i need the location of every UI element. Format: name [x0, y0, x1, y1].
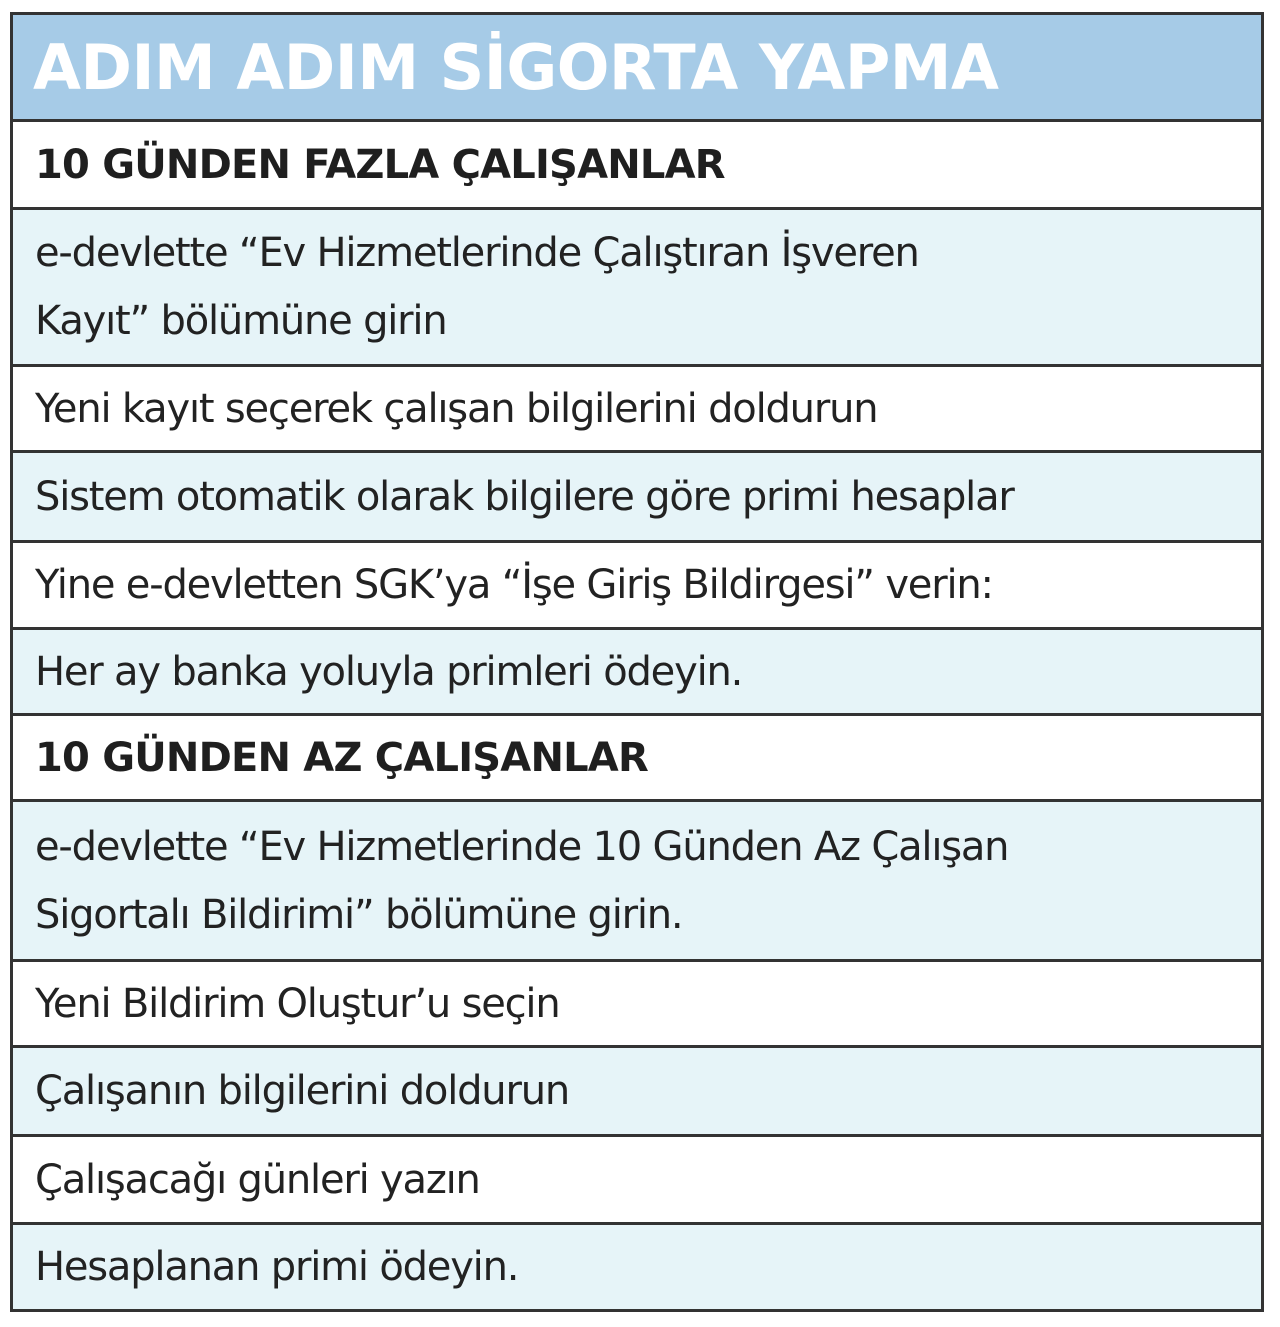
- step-text: Yeni kayıt seçerek çalışan bilgilerini doldurun: [35, 385, 878, 432]
- step-text: Kayıt” bölümüne girin: [35, 298, 447, 344]
- step-row: [13, 450, 1261, 540]
- step-text: Çalışanın bilgilerini doldurun: [35, 1068, 570, 1114]
- table-title-text: ADIM ADIM SİGORTA YAPMA: [33, 30, 999, 104]
- step-text: Çalışacağı günleri yazın: [35, 1156, 480, 1203]
- section-heading-text: 10 GÜNDEN FAZLA ÇALIŞANLAR: [35, 141, 725, 188]
- step-row: [13, 207, 1261, 364]
- step-text: Hesaplanan primi ödeyin.: [35, 1244, 519, 1290]
- step-text: Yine e-devletten SGK’ya “İşe Giriş Bildirgesi” verin:: [35, 562, 993, 608]
- step-text: Her ay banka yoluyla primleri ödeyin.: [35, 648, 743, 695]
- step-row: [13, 1222, 1261, 1309]
- step-text: Yeni Bildirim Oluştur’u seçin: [35, 980, 560, 1027]
- insurance-steps-table: [10, 12, 1264, 1312]
- step-row: [13, 540, 1261, 627]
- step-text: Sigortalı Bildirimi” bölümüne girin.: [35, 891, 683, 938]
- step-text: Sistem otomatik olarak bilgilere göre primi hesaplar: [35, 473, 1014, 520]
- step-row: [13, 364, 1261, 450]
- step-row: [13, 627, 1261, 713]
- section-heading-less-than-10-days: [13, 713, 1261, 799]
- table-title: [13, 15, 1261, 119]
- step-row: [13, 799, 1261, 959]
- step-text: e-devlette “Ev Hizmetlerinde Çalıştıran İşveren: [35, 230, 919, 276]
- section-heading-text: 10 GÜNDEN AZ ÇALIŞANLAR: [35, 734, 648, 781]
- step-row: [13, 1045, 1261, 1134]
- step-row: [13, 959, 1261, 1045]
- step-row: [13, 1134, 1261, 1222]
- section-heading-more-than-10-days: [13, 119, 1261, 207]
- step-text: e-devlette “Ev Hizmetlerinde 10 Günden Az Çalışan: [35, 823, 1009, 870]
